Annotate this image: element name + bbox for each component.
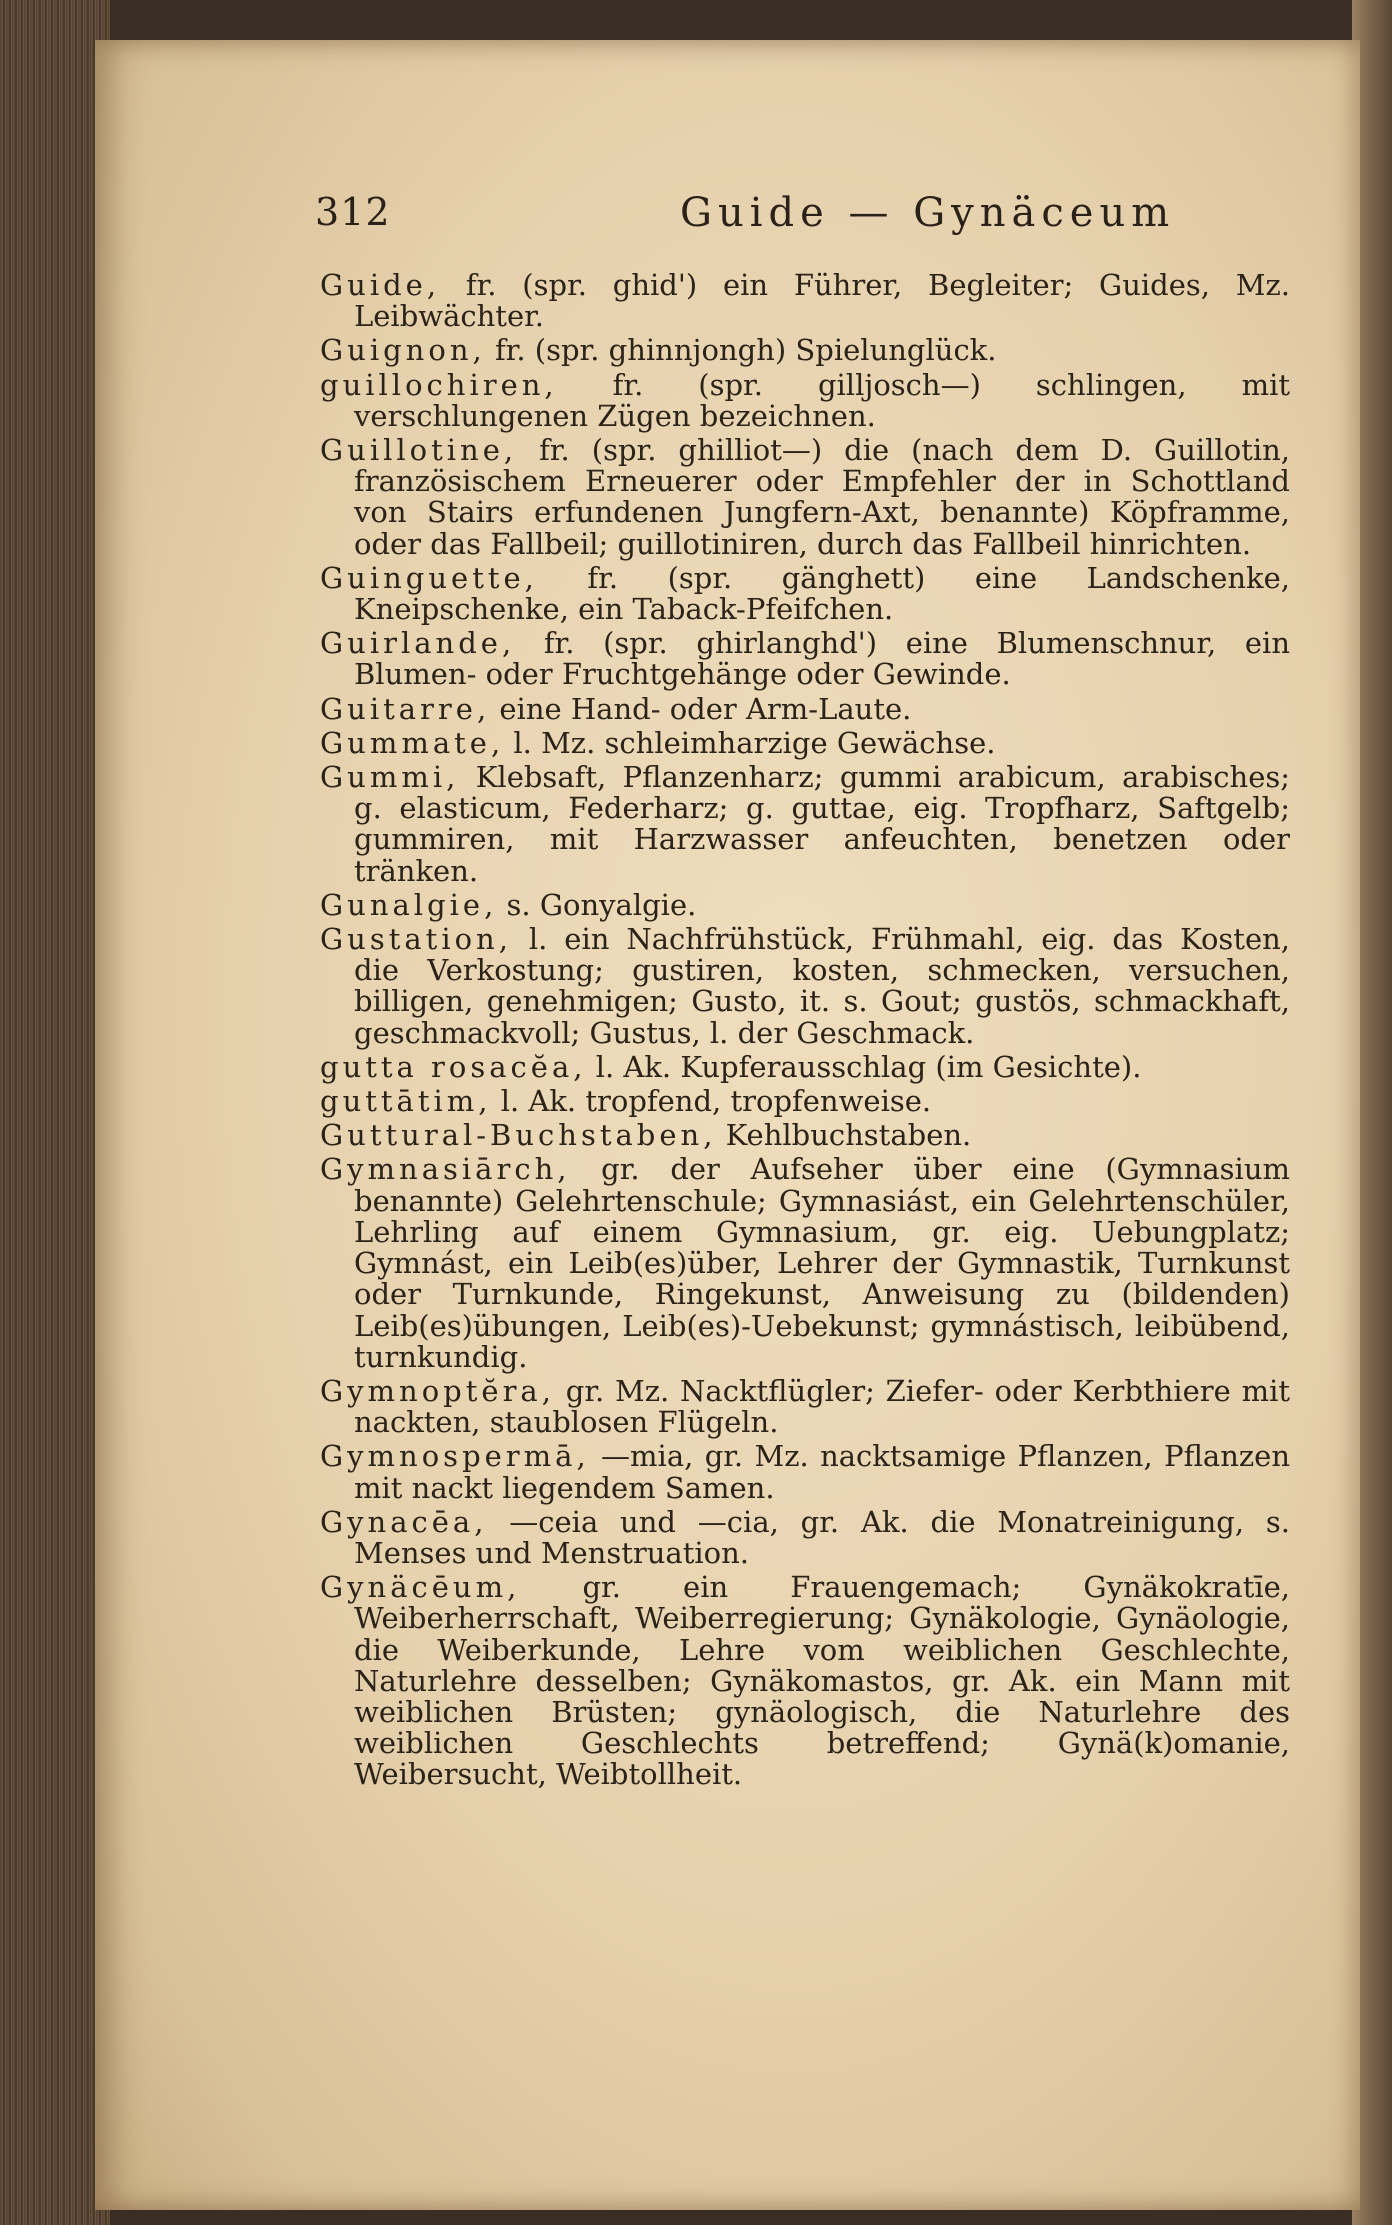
entry-text: —ceia und —cia, gr. Ak. die Monatreinigung, s. Menses und Menstruation. <box>354 1504 1290 1570</box>
entry-text: fr. (spr. ghinnjongh) Spielunglück. <box>494 333 997 368</box>
entry-headword: Gunalgie, <box>320 887 498 922</box>
entry-text: l. ein Nachfrühstück, Frühmahl, eig. das Kosten, die Verkostung; gustiren, kosten, schmecken, versuchen, billigen, genehmigen; Gusto, it. s. Gout; gustös, schmackhaft, geschmackvoll; Gustus, l. der Geschmack. <box>354 922 1291 1050</box>
dictionary-entries <box>320 270 1290 1794</box>
dictionary-entry <box>320 270 1290 332</box>
entry-headword: Gummate, <box>320 725 505 760</box>
entry-text: fr. (spr. gilljosch—) schlingen, mit verschlungenen Zügen bezeichnen. <box>354 367 1290 433</box>
entry-headword: Guide, <box>320 268 441 302</box>
dictionary-entry <box>320 1120 1290 1151</box>
dictionary-entry <box>320 628 1290 690</box>
entry-headword: guttātim, <box>320 1084 492 1119</box>
entry-text: gr. ein Frauengemach; Gynäkokratīe, Weiberherrschaft, Weiberregierung; Gynäkologie, Gynäologie, die Weiberkunde, Lehre vom weiblichen Geschlechte, Naturlehre desselben; Gynäkomastos, gr. Ak. ein Mann mit weiblichen Brüsten; gynäologisch, die Naturlehre des weiblichen Geschlechts betreffend; Gynä(k)omanie, Weibersucht, Weibtollheit. <box>354 1570 1291 1792</box>
entry-text: fr. (spr. gänghett) eine Landschenke, Kneipschenke, ein Taback-Pfeifchen. <box>354 560 1291 627</box>
dictionary-entry <box>320 560 1291 627</box>
entry-text: l. Ak. tropfend, tropfenweise. <box>500 1084 932 1119</box>
entry-headword: Gymnospermā, <box>320 1439 590 1474</box>
dictionary-entry <box>320 725 1290 760</box>
entry-text: fr. (spr. ghirlanghd') eine Blumenschnur, ein Blumen- oder Fruchtgehänge oder Gewinde. <box>354 626 1290 692</box>
dictionary-entry <box>320 1373 1291 1440</box>
entry-text: fr. (spr. ghid') ein Führer, Begleiter; Guides, Mz. Leibwächter. <box>354 268 1290 334</box>
dictionary-entry <box>320 1572 1290 1790</box>
entry-headword: gutta rosacĕa, <box>320 1049 587 1084</box>
running-head: Guide — Gynäceum <box>680 190 1176 236</box>
entry-headword: Gynäcēum, <box>320 1570 521 1605</box>
entry-text: l. Mz. schleimharzige Gewächse. <box>513 725 996 760</box>
dictionary-entry <box>320 924 1290 1049</box>
dictionary-entry <box>320 1154 1290 1372</box>
entry-text: Kehlbuchstaben. <box>725 1118 972 1153</box>
entry-text: Klebsaft, Pflanzenharz; gummi arabicum, arabisches; g. elasticum, Federharz; g. guttae, eig. Tropfharz, Saftgelb; gummiren, mit Harzwasser anfeuchten, benetzen oder tränken. <box>354 760 1291 888</box>
dictionary-entry <box>320 335 1290 366</box>
page-number: 312 <box>315 190 391 234</box>
entry-headword: Guignon, <box>320 333 486 368</box>
entry-text: —mia, gr. Mz. nacktsamige Pflanzen, Pflanzen mit nackt liegendem Samen. <box>354 1439 1291 1505</box>
dictionary-entry <box>320 435 1290 560</box>
dictionary-entry <box>320 1441 1290 1503</box>
entry-headword: Guttural-Buchstaben, <box>320 1118 717 1153</box>
book-page-edges <box>0 0 110 2225</box>
dictionary-entry <box>320 1504 1290 1570</box>
dictionary-entry <box>320 1086 1290 1117</box>
dictionary-entry <box>320 367 1290 433</box>
entry-text: gr. der Aufseher über eine (Gymnasium benannte) Gelehrtenschule; Gymnasiást, ein Gelehrtenschüler, Lehrling auf einem Gymnasium, gr. eig. Uebungplatz; Gymnást, ein Leib(es)über, Lehrer der Gymnastik, Turnkunst oder Turnkunde, Ringekunst, Anweisung zu (bildenden) Leib(es)übungen, Leib(es)-Uebekunst; gymnástisch, leibübend, turnkundig. <box>354 1152 1290 1374</box>
entry-headword: Guinguette, <box>320 560 538 595</box>
entry-text: gr. Mz. Nacktflügler; Ziefer- oder Kerbthiere mit nackten, staublosen Flügeln. <box>354 1373 1291 1440</box>
entry-headword: Gustation, <box>320 922 512 957</box>
entry-headword: Gynacēa, <box>320 1504 488 1539</box>
entry-headword: Guirlande, <box>320 626 516 661</box>
entry-headword: Guitarre, <box>320 691 491 726</box>
entry-headword: Gummi, <box>320 760 460 795</box>
entry-text: l. Ak. Kupferausschlag (im Gesichte). <box>595 1049 1142 1084</box>
entry-text: fr. (spr. ghilliot—) die (nach dem D. Guillotin, französischem Erneuerer oder Empfehler der in Schottland von Stairs erfundenen Jungfern-Axt, benannte) Köpframme, oder das Fallbeil; guillotiniren, durch das Fallbeil hinrichten. <box>354 433 1290 561</box>
dictionary-entry <box>320 762 1290 887</box>
entry-text: s. Gonyalgie. <box>506 887 697 922</box>
entry-headword: guillochiren, <box>320 367 558 402</box>
entry-headword: Gymnoptĕra, <box>320 1373 555 1408</box>
entry-headword: Gymnasiārch, <box>320 1152 571 1187</box>
entry-text: eine Hand- oder Arm-Laute. <box>499 691 912 726</box>
page-header <box>220 190 1300 250</box>
dictionary-entry <box>320 691 1290 726</box>
entry-headword: Guillotine, <box>320 433 518 468</box>
dictionary-entry <box>320 887 1290 922</box>
dictionary-entry <box>320 1049 1290 1084</box>
